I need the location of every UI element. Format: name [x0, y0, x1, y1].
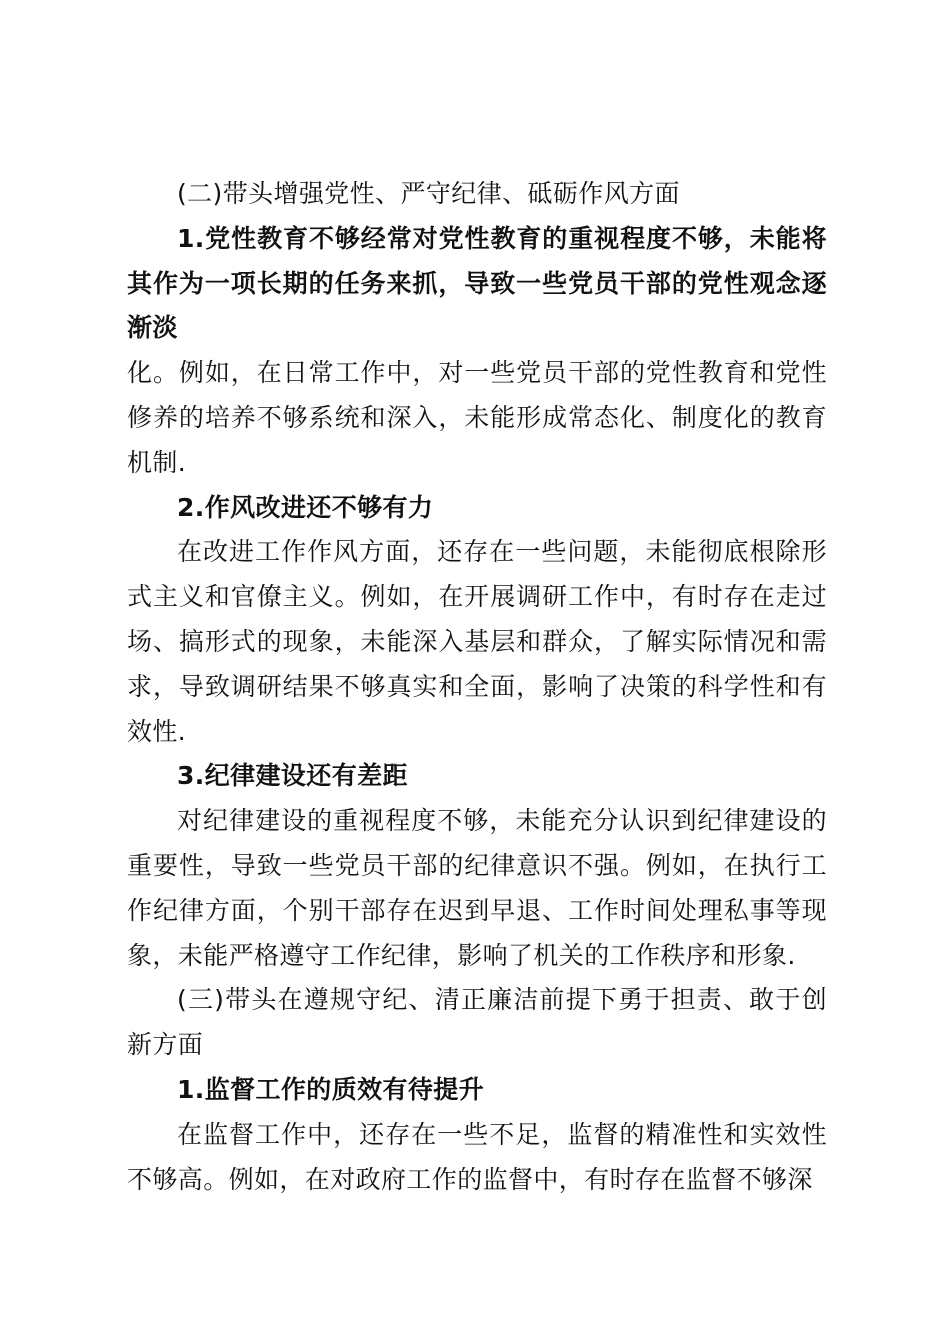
item-heading: 2.作风改进还不够有力 — [177, 492, 434, 522]
document-body — [127, 172, 827, 1202]
paragraph-continuation: 化。例如，在日常工作中，对一些党员干部的党性教育和党性修养的培养不够系统和深入，未能形成常态化、制度化的教育机制. — [127, 358, 827, 477]
body-paragraph: 对纪律建设的重视程度不够，未能充分认识到纪律建设的重要性，导致一些党员干部的纪律意识不强。例如，在执行工作纪律方面，个别干部存在迟到早退、工作时间处理私事等现象，未能严格遵守工作纪律，影响了机关的工作秩序和形象. — [127, 806, 827, 970]
item-heading: 3.纪律建设还有差距 — [177, 761, 408, 791]
body-paragraph: 在监督工作中，还存在一些不足，监督的精准性和实效性不够高。例如，在对政府工作的监督中，有时存在监督不够深 — [127, 1119, 827, 1194]
item-heading: 1.党性教育不够经常对党性教育的重视程度不够，未能将其作为一项长期的任务来抓，导致一些党员干部的党性观念逐渐淡 — [127, 223, 827, 343]
section-heading: (三)带头在遵规守纪、清正廉洁前提下勇于担责、敢于创新方面 — [127, 985, 827, 1060]
body-paragraph: 在改进工作作风方面，还存在一些问题，未能彻底根除形式主义和官僚主义。例如，在开展调研工作中，有时存在走过场、搞形式的现象，未能深入基层和群众，了解实际情况和需求，导致调研结果不够真实和全面，影响了决策的科学性和有效性. — [127, 537, 827, 746]
section-heading: (二)带头增强党性、严守纪律、砥砺作风方面 — [177, 179, 680, 208]
item-heading: 1.监督工作的质效有待提升 — [177, 1074, 485, 1104]
